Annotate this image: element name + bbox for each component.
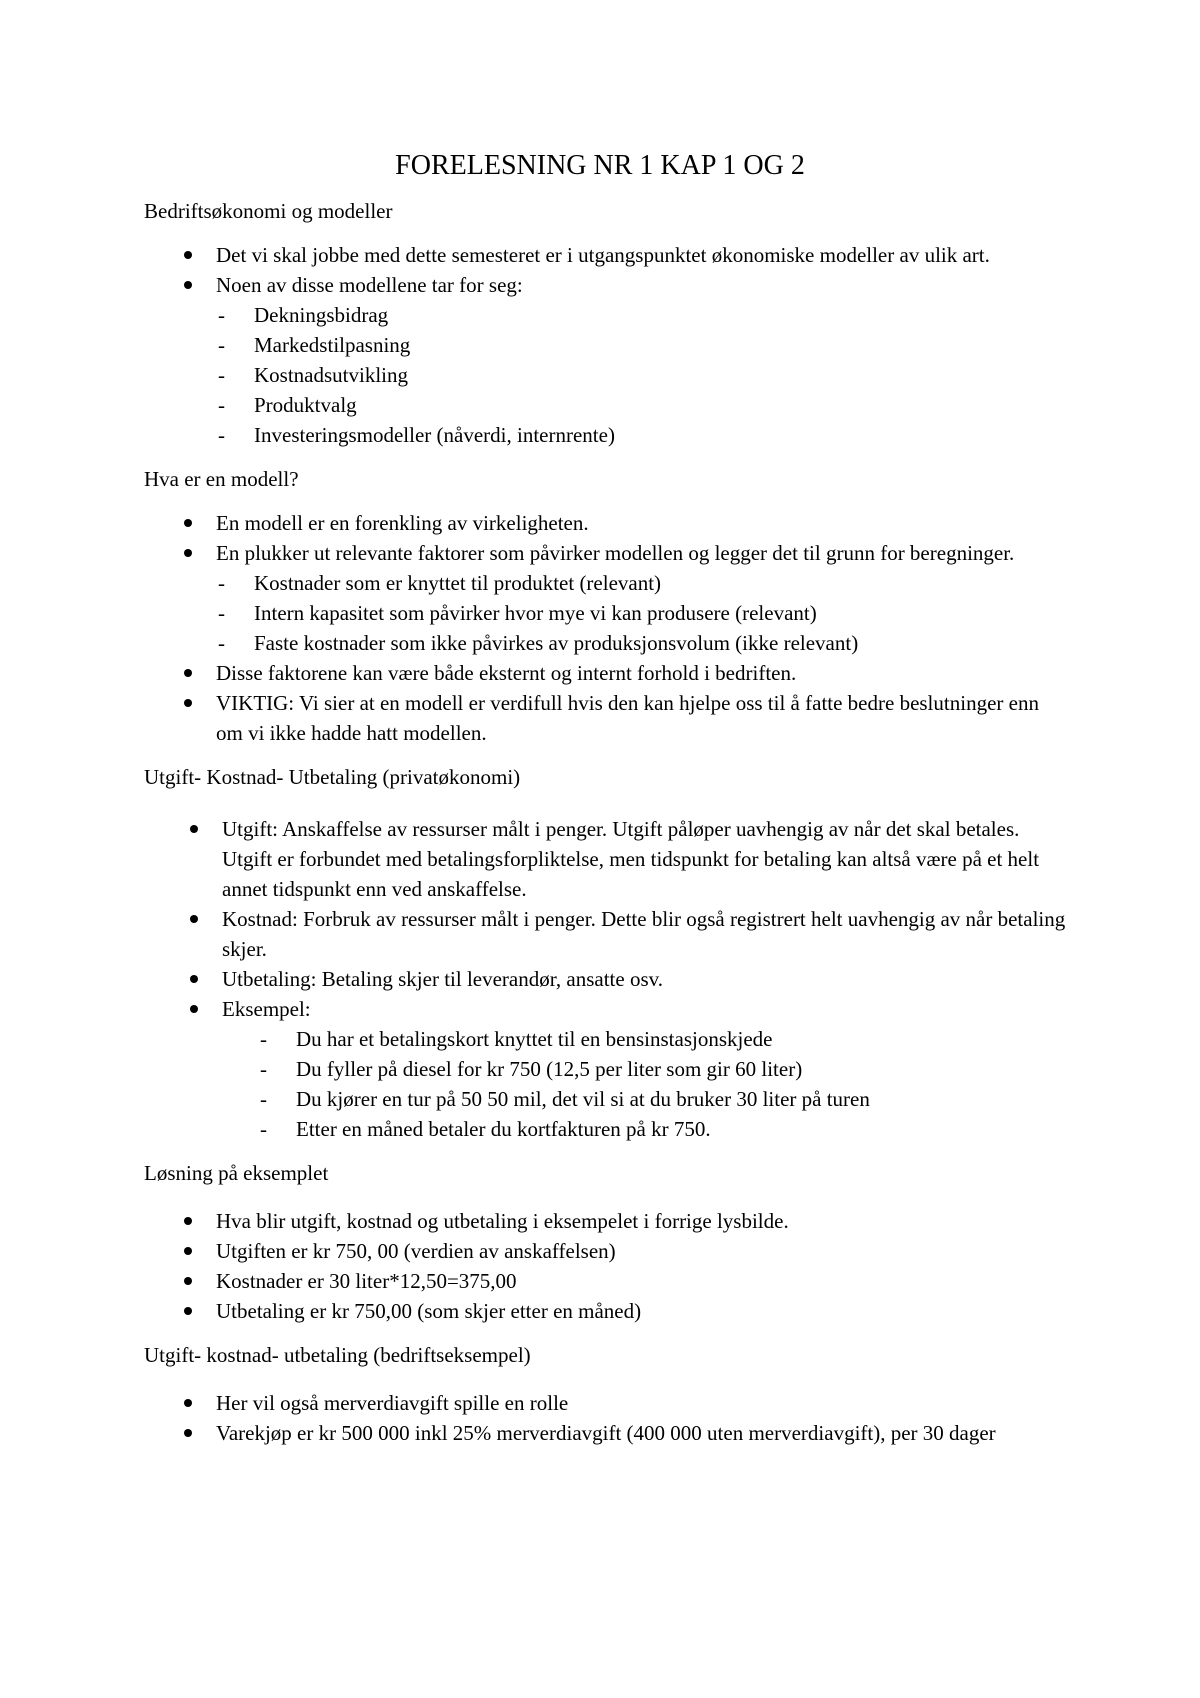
list-item: - Dekningsbidrag: [144, 300, 1070, 330]
list-item: Eksempel:: [144, 994, 1070, 1024]
bullet-icon: [190, 975, 198, 983]
list-item: VIKTIG: Vi sier at en modell er verdifull hvis den kan hjelpe oss til å fatte bedre beslutninger enn om vi ikke hadde hatt modellen.: [144, 688, 1070, 748]
dash-list: [144, 300, 1070, 450]
dash-icon: -: [218, 601, 225, 625]
bullet-icon: [184, 1277, 192, 1285]
section-bedriftsokonomi: [144, 196, 1070, 450]
list-item: - Kostnadsutvikling: [144, 360, 1070, 390]
list-item: En modell er en forenkling av virkeligheten.: [144, 508, 1070, 538]
list-item: - Du har et betalingskort knyttet til en bensinstasjonskjede: [144, 1024, 1070, 1054]
bullet-list: [144, 508, 1070, 568]
dash-icon: -: [218, 363, 225, 387]
list-item: - Faste kostnader som ikke påvirkes av produksjonsvolum (ikke relevant): [144, 628, 1070, 658]
list-item: Varekjøp er kr 500 000 inkl 25% merverdiavgift (400 000 uten merverdiavgift), per 30 dager: [144, 1418, 1070, 1448]
bullet-list: [144, 240, 1070, 300]
list-item: Disse faktorene kan være både eksternt og internt forhold i bedriften.: [144, 658, 1070, 688]
list-item: Utbetaling er kr 750,00 (som skjer etter en måned): [144, 1296, 1070, 1326]
section-hva-er-en-modell: [144, 464, 1070, 748]
list-item: Kostnader er 30 liter*12,50=375,00: [144, 1266, 1070, 1296]
list-item: - Investeringsmodeller (nåverdi, internrente): [144, 420, 1070, 450]
bullet-icon: [184, 669, 192, 677]
section-heading: Bedriftsøkonomi og modeller: [144, 199, 393, 223]
list-item: - Du kjører en tur på 50 50 mil, det vil si at du bruker 30 liter på turen: [144, 1084, 1070, 1114]
bullet-icon: [190, 915, 198, 923]
section-utgift-bedrift: [144, 1340, 1070, 1448]
list-item: En plukker ut relevante faktorer som påvirker modellen og legger det til grunn for beregninger.: [144, 538, 1070, 568]
list-item: Det vi skal jobbe med dette semesteret er i utgangspunktet økonomiske modeller av ulik art.: [144, 240, 1070, 270]
dash-icon: -: [260, 1057, 267, 1081]
section-losning: [144, 1158, 1070, 1326]
bullet-icon: [184, 1217, 192, 1225]
bullet-icon: [190, 825, 198, 833]
dash-icon: -: [260, 1087, 267, 1111]
list-item: - Etter en måned betaler du kortfakturen på kr 750.: [144, 1114, 1070, 1144]
dash-icon: -: [218, 423, 225, 447]
list-item: - Produktvalg: [144, 390, 1070, 420]
list-item: - Markedstilpasning: [144, 330, 1070, 360]
list-item: - Kostnader som er knyttet til produktet (relevant): [144, 568, 1070, 598]
list-item: Noen av disse modellene tar for seg:: [144, 270, 1070, 300]
bullet-list: [144, 814, 1070, 1024]
bullet-list: [144, 1388, 1070, 1448]
bullet-icon: [190, 1005, 198, 1013]
section-heading: Utgift- Kostnad- Utbetaling (privatøkonomi): [144, 765, 521, 789]
list-item: - Intern kapasitet som påvirker hvor mye vi kan produsere (relevant): [144, 598, 1070, 628]
dash-icon: -: [260, 1117, 267, 1141]
dash-icon: -: [218, 631, 225, 655]
bullet-icon: [184, 699, 192, 707]
bullet-icon: [184, 1247, 192, 1255]
bullet-icon: [184, 281, 192, 289]
bullet-icon: [184, 1399, 192, 1407]
dash-icon: -: [260, 1027, 267, 1051]
bullet-list: [144, 658, 1070, 748]
bullet-icon: [184, 519, 192, 527]
bullet-icon: [184, 1307, 192, 1315]
section-heading: Løsning på eksemplet: [144, 1161, 329, 1185]
list-item: Utbetaling: Betaling skjer til leverandør, ansatte osv.: [144, 964, 1070, 994]
bullet-icon: [184, 1429, 192, 1437]
list-item: Utgiften er kr 750, 00 (verdien av anskaffelsen): [144, 1236, 1070, 1266]
dash-list: [144, 568, 1070, 658]
dash-icon: -: [218, 333, 225, 357]
list-item: - Du fyller på diesel for kr 750 (12,5 per liter som gir 60 liter): [144, 1054, 1070, 1084]
bullet-icon: [184, 549, 192, 557]
list-item: Kostnad: Forbruk av ressurser målt i penger. Dette blir også registrert helt uavhengig av når betaling skjer.: [144, 904, 1070, 964]
bullet-list: [144, 1206, 1070, 1326]
bullet-icon: [184, 251, 192, 259]
dash-icon: -: [218, 393, 225, 417]
list-item: Her vil også merverdiavgift spille en rolle: [144, 1388, 1070, 1418]
list-item: Hva blir utgift, kostnad og utbetaling i eksempelet i forrige lysbilde.: [144, 1206, 1070, 1236]
page-title: FORELESNING NR 1 KAP 1 OG 2: [395, 150, 805, 181]
dash-icon: -: [218, 303, 225, 327]
section-utgift-privat: [144, 762, 1070, 1144]
dash-list: [144, 1024, 1070, 1144]
dash-icon: -: [218, 571, 225, 595]
list-item: Utgift: Anskaffelse av ressurser målt i penger. Utgift påløper uavhengig av når det skal betales. Utgift er forbundet med betalingsforpliktelse, men tidspunkt for betaling kan altså være på et helt annet tidspunkt enn ved anskaffelse.: [144, 814, 1070, 904]
section-heading: Hva er en modell?: [144, 467, 299, 491]
section-heading: Utgift- kostnad- utbetaling (bedriftseksempel): [144, 1343, 531, 1367]
